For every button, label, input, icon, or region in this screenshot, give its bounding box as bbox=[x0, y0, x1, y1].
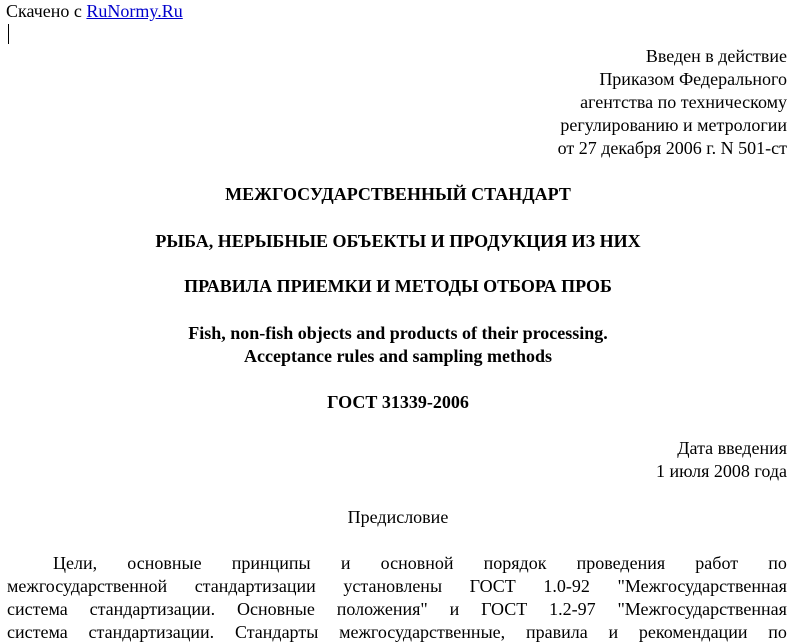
intro-date-value: 1 июля 2008 года bbox=[656, 461, 787, 481]
paragraph-word: система bbox=[7, 599, 68, 619]
english-title bbox=[0, 322, 790, 368]
paragraph-word: "Межгосударственная bbox=[617, 599, 787, 619]
download-source-link[interactable]: RuNormy.Ru bbox=[86, 1, 183, 21]
paragraph-word: стандартизации. bbox=[88, 622, 215, 642]
paragraph-word: Стандарты bbox=[234, 622, 319, 642]
paragraph-word: основной bbox=[380, 553, 454, 573]
paragraph-word: ГОСТ bbox=[481, 599, 528, 619]
paragraph-word: стандартизации. bbox=[89, 599, 216, 619]
download-source-line bbox=[6, 0, 183, 23]
paragraph-word: рекомендации bbox=[638, 622, 748, 642]
paragraph-word: положения" bbox=[336, 599, 428, 619]
paragraph-word: 1.2-97 bbox=[549, 599, 596, 619]
paragraph-word: правила bbox=[525, 622, 588, 642]
paragraph-word: Основные bbox=[237, 599, 315, 619]
paragraph-word: Цели, bbox=[53, 553, 98, 573]
enacted-line: Приказом Федерального bbox=[599, 69, 787, 89]
foreword-title: Предисловие bbox=[347, 507, 449, 527]
intro-date-block bbox=[656, 437, 787, 483]
paragraph-word: и bbox=[608, 622, 619, 642]
foreword-paragraph bbox=[7, 552, 787, 644]
paragraph-word: по bbox=[768, 553, 787, 573]
text-cursor bbox=[8, 24, 9, 44]
paragraph-word: установлены bbox=[343, 576, 443, 596]
paragraph-word: межгосударственные, bbox=[339, 622, 506, 642]
enacted-block bbox=[558, 45, 787, 160]
paragraph-word: работ bbox=[695, 553, 739, 573]
paragraph-word: межгосударственной bbox=[7, 576, 168, 596]
paragraph-word: стандартизации bbox=[194, 576, 316, 596]
paragraph-word: по bbox=[768, 622, 787, 642]
paragraph-line bbox=[7, 575, 787, 598]
paragraph-word: 1.0-92 bbox=[543, 576, 590, 596]
english-title-line2: Acceptance rules and sampling methods bbox=[243, 346, 552, 366]
paragraph-word: порядок bbox=[483, 553, 547, 573]
paragraph-line bbox=[7, 598, 787, 621]
paragraph-word: проведения bbox=[576, 553, 666, 573]
paragraph-word: и bbox=[449, 599, 460, 619]
document-title-line1: РЫБА, НЕРЫБНЫЕ ОБЪЕКТЫ И ПРОДУКЦИЯ ИЗ НИХ bbox=[155, 231, 641, 251]
paragraph-word: система bbox=[7, 622, 68, 642]
paragraph-word: ГОСТ bbox=[469, 576, 516, 596]
enacted-line: Введен в действие bbox=[645, 46, 787, 66]
paragraph-word: принципы bbox=[231, 553, 311, 573]
english-title-line1: Fish, non-fish objects and products of their processing. bbox=[188, 323, 608, 343]
enacted-line: от 27 декабря 2006 г. N 501-ст bbox=[557, 138, 787, 158]
gost-number: ГОСТ 31339-2006 bbox=[327, 392, 469, 412]
enacted-line: регулированию и метрологии bbox=[560, 115, 787, 135]
document-title-line2: ПРАВИЛА ПРИЕМКИ И МЕТОДЫ ОТБОРА ПРОБ bbox=[184, 276, 612, 296]
download-source-prefix: Скачено с bbox=[6, 1, 82, 21]
standard-type-heading: МЕЖГОСУДАРСТВЕННЫЙ СТАНДАРТ bbox=[225, 184, 571, 204]
enacted-line: агентства по техническому bbox=[580, 92, 787, 112]
intro-date-label: Дата введения bbox=[677, 438, 787, 458]
paragraph-word: основные bbox=[127, 553, 202, 573]
paragraph-word: "Межгосударственная bbox=[617, 576, 787, 596]
paragraph-line bbox=[7, 552, 787, 575]
paragraph-word: и bbox=[340, 553, 351, 573]
